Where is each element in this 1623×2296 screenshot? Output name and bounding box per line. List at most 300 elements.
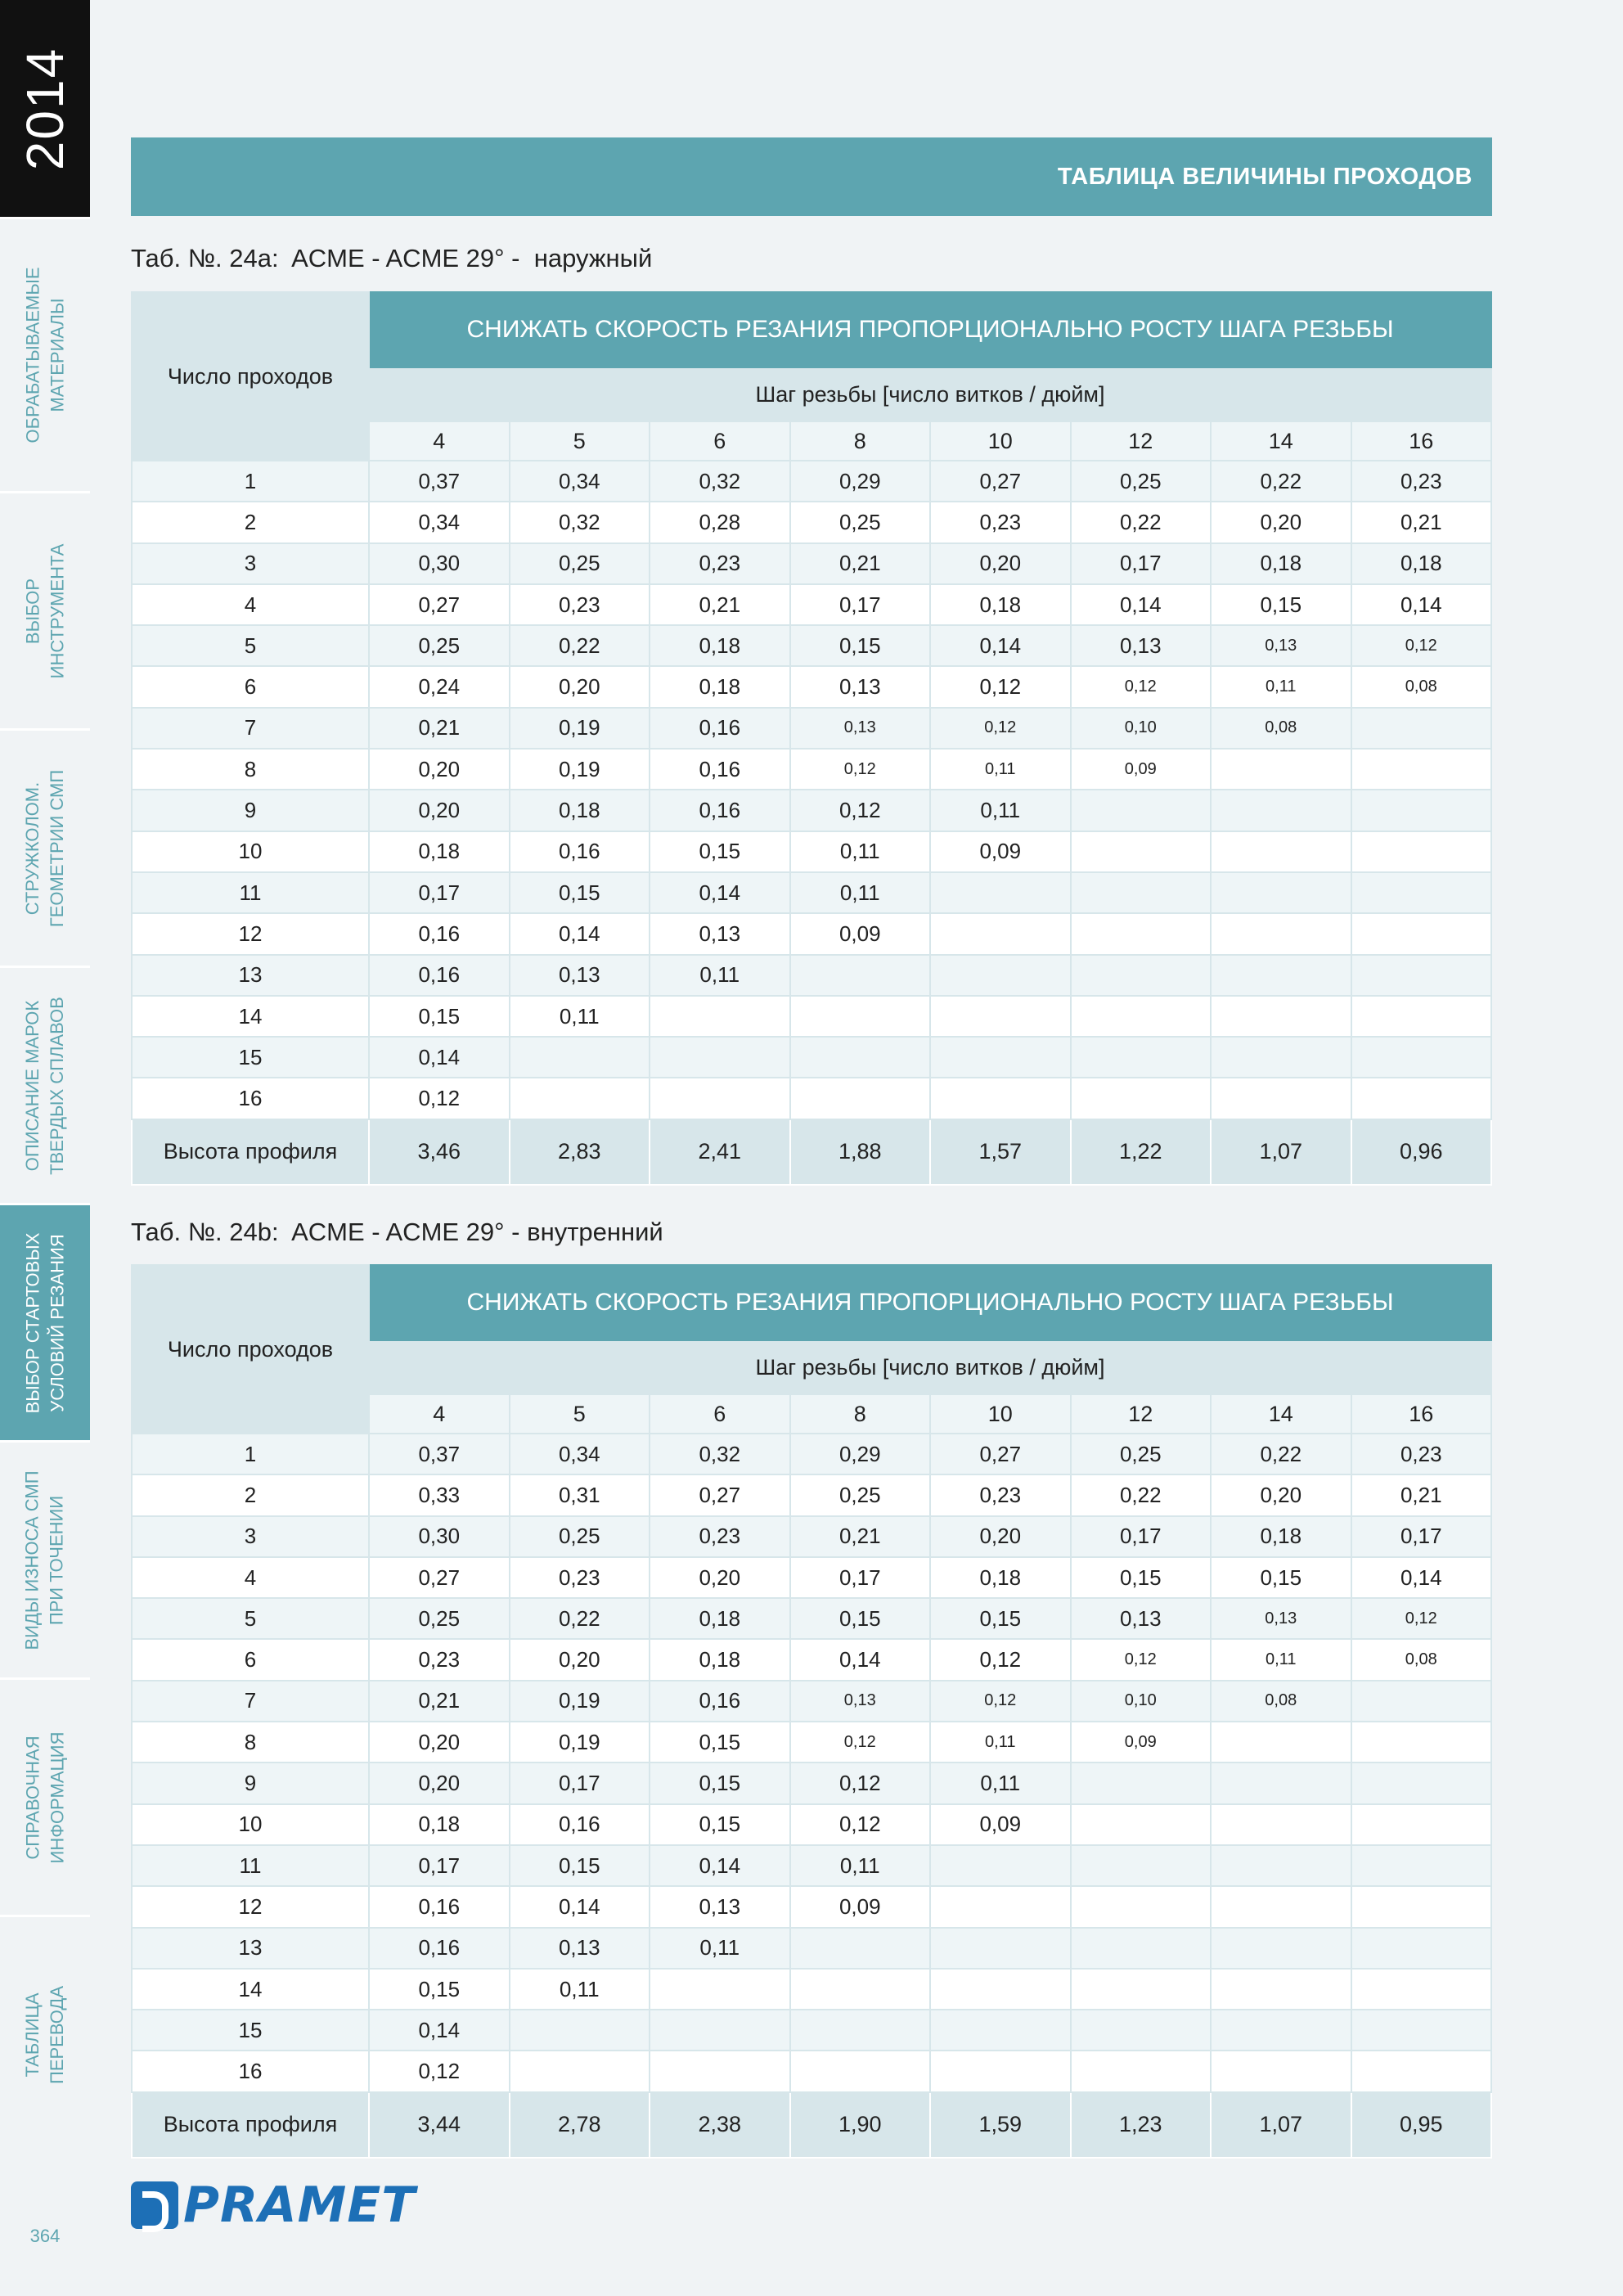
profile-height-cell: 0,95: [1351, 2092, 1492, 2158]
column-header: 14: [1211, 421, 1351, 461]
table-row: [132, 1969, 1491, 2010]
pass-number: 16: [132, 2051, 369, 2091]
table-cell: 0,13: [790, 1681, 931, 1722]
table-cell: 0,12: [369, 1078, 510, 1119]
table-banner: СНИЖАТЬ СКОРОСТЬ РЕЗАНИЯ ПРОПОРЦИОНАЛЬНО РОСТУ ШАГА РЕЗЬБЫ: [369, 292, 1491, 367]
table-cell: 0,37: [369, 461, 510, 502]
table-cell: 0,21: [1351, 502, 1492, 542]
pass-number: 5: [132, 625, 369, 666]
table-cell: [790, 1928, 931, 1969]
table-caption-24a: Таб. №. 24a: ACME - ACME 29° - наружный: [131, 244, 653, 272]
table-cell: [650, 1969, 790, 2010]
table-cell: 0,23: [1351, 461, 1492, 502]
column-header: 16: [1351, 1394, 1492, 1434]
table-cell: 0,12: [1071, 666, 1212, 707]
table-cell: [1071, 1078, 1212, 1119]
table-cell: 0,18: [930, 584, 1071, 625]
table-row: [132, 1516, 1491, 1557]
table-row: [132, 1434, 1491, 1474]
table-row: [132, 1928, 1491, 1969]
table-cell: 0,17: [369, 872, 510, 913]
table-cell: 0,22: [1071, 1474, 1212, 1515]
sidebar-tab-4[interactable]: [0, 966, 90, 1203]
table-cell: 0,15: [650, 831, 790, 872]
profile-height-cell: 1,07: [1211, 2092, 1351, 2158]
table-cell: 0,14: [510, 1886, 650, 1927]
table-cell: [1211, 955, 1351, 996]
table-cell: 0,29: [790, 1434, 931, 1474]
table-cell: 0,09: [790, 913, 931, 954]
table-row: [132, 2051, 1491, 2091]
table-cell: 0,12: [1351, 625, 1492, 666]
table-cell: 0,20: [650, 1557, 790, 1598]
sidebar-tab-5[interactable]: [0, 1203, 90, 1440]
table-cell: 0,21: [1351, 1474, 1492, 1515]
pass-number: 16: [132, 1078, 369, 1119]
table-cell: [510, 2010, 650, 2051]
table-cell: [1071, 1804, 1212, 1845]
pass-number: 9: [132, 790, 369, 831]
profile-height-cell: 2,83: [510, 1119, 650, 1185]
row-label-header: Число проходов: [132, 292, 369, 461]
table-cell: 0,12: [790, 749, 931, 790]
table-cell: 0,23: [650, 1516, 790, 1557]
pass-number: 12: [132, 913, 369, 954]
table-cell: [930, 1928, 1071, 1969]
table-row: [132, 502, 1491, 542]
table-cell: [930, 913, 1071, 954]
table-cell: 0,20: [1211, 1474, 1351, 1515]
pass-number: 2: [132, 502, 369, 542]
profile-height-cell: 3,46: [369, 1119, 510, 1185]
column-header: 4: [369, 1394, 510, 1434]
pass-number: 6: [132, 666, 369, 707]
table-banner: СНИЖАТЬ СКОРОСТЬ РЕЗАНИЯ ПРОПОРЦИОНАЛЬНО РОСТУ ШАГА РЕЗЬБЫ: [369, 1265, 1491, 1340]
table-cell: 0,14: [930, 625, 1071, 666]
table-cell: 0,15: [1211, 584, 1351, 625]
table-cell: 0,12: [1071, 1639, 1212, 1680]
table-cell: [1071, 1845, 1212, 1886]
table-cell: 0,18: [510, 790, 650, 831]
table-cell: 0,17: [369, 1845, 510, 1886]
table-cell: [1351, 1969, 1492, 2010]
table-cell: 0,13: [650, 913, 790, 954]
table-cell: [1211, 1928, 1351, 1969]
table-cell: 0,23: [930, 502, 1071, 542]
table-cell: [930, 1078, 1071, 1119]
sidebar-tab-label: ВИДЫ ИЗНОСА СМП ПРИ ТОЧЕНИИ: [22, 1470, 68, 1650]
profile-height-cell: 1,57: [930, 1119, 1071, 1185]
table-cell: 0,20: [1211, 502, 1351, 542]
sidebar-tab-2[interactable]: [0, 491, 90, 728]
table-cell: [930, 1845, 1071, 1886]
column-header: 12: [1071, 1394, 1212, 1434]
pass-number: 8: [132, 1722, 369, 1763]
table-cell: [1071, 872, 1212, 913]
column-header: 4: [369, 421, 510, 461]
table-cell: [1351, 1078, 1492, 1119]
table-cell: [1211, 1722, 1351, 1763]
table-cell: 0,23: [1351, 1434, 1492, 1474]
table-cell: 0,12: [790, 790, 931, 831]
table-cell: 0,20: [369, 1722, 510, 1763]
profile-height-cell: 2,38: [650, 2092, 790, 2158]
table-cell: 0,32: [650, 461, 790, 502]
table-cell: 0,11: [510, 1969, 650, 2010]
table-cell: 0,16: [650, 749, 790, 790]
table-cell: [650, 996, 790, 1037]
pass-number: 1: [132, 461, 369, 502]
table-cell: 0,18: [369, 831, 510, 872]
pass-number: 7: [132, 1681, 369, 1722]
table-cell: 0,27: [930, 1434, 1071, 1474]
table-cell: [1211, 790, 1351, 831]
table-cell: 0,16: [650, 790, 790, 831]
profile-height-cell: 0,96: [1351, 1119, 1492, 1185]
table-row: [132, 461, 1491, 502]
profile-height-cell: 1,07: [1211, 1119, 1351, 1185]
sidebar: [0, 0, 90, 2296]
pass-number: 6: [132, 1639, 369, 1680]
table-cell: 0,12: [930, 1681, 1071, 1722]
table-cell: 0,15: [1211, 1557, 1351, 1598]
table-cell: 0,23: [510, 584, 650, 625]
table-cell: 0,19: [510, 749, 650, 790]
table-cell: [1351, 913, 1492, 954]
table-cell: [790, 1078, 931, 1119]
table-cell: 0,25: [790, 1474, 931, 1515]
pass-number: 2: [132, 1474, 369, 1515]
table-cell: 0,16: [510, 831, 650, 872]
table-cell: 0,18: [650, 1598, 790, 1639]
profile-height-cell: 1,88: [790, 1119, 931, 1185]
table-cell: 0,20: [930, 543, 1071, 584]
table-row: [132, 1557, 1491, 1598]
pass-number: 4: [132, 584, 369, 625]
table-cell: 0,11: [1211, 666, 1351, 707]
sidebar-tab-3[interactable]: [0, 728, 90, 966]
table-cell: [1351, 749, 1492, 790]
pass-number: 14: [132, 996, 369, 1037]
table-cell: 0,20: [510, 666, 650, 707]
table-cell: 0,11: [1211, 1639, 1351, 1680]
table-cell: [1211, 1804, 1351, 1845]
profile-height-cell: 2,78: [510, 2092, 650, 2158]
table-cell: 0,20: [369, 790, 510, 831]
table-subheader: Шаг резьбы [число витков / дюйм]: [369, 1340, 1491, 1394]
table-cell: 0,22: [510, 1598, 650, 1639]
column-header: 5: [510, 421, 650, 461]
table-cell: 0,20: [369, 1763, 510, 1803]
table-cell: [1211, 1886, 1351, 1927]
table-cell: [930, 2010, 1071, 2051]
table-cell: 0,11: [650, 955, 790, 996]
table-cell: [1071, 955, 1212, 996]
table-cell: 0,09: [1071, 749, 1212, 790]
table-cell: 0,33: [369, 1474, 510, 1515]
table-cell: 0,15: [1071, 1557, 1212, 1598]
row-label-header: Число проходов: [132, 1265, 369, 1434]
table-cell: 0,32: [650, 1434, 790, 1474]
table-cell: 0,12: [790, 1722, 931, 1763]
table-row: [132, 1639, 1491, 1680]
table-cell: 0,13: [510, 1928, 650, 1969]
column-header: 10: [930, 1394, 1071, 1434]
pass-number: 1: [132, 1434, 369, 1474]
table-cell: [1211, 831, 1351, 872]
sidebar-tab-6[interactable]: [0, 1440, 90, 1677]
table-cell: 0,09: [930, 831, 1071, 872]
table-cell: 0,29: [790, 461, 931, 502]
table-cell: 0,11: [510, 996, 650, 1037]
table-cell: 0,15: [930, 1598, 1071, 1639]
pass-number: 13: [132, 955, 369, 996]
pass-number: 3: [132, 1516, 369, 1557]
table-cell: [1351, 1886, 1492, 1927]
table-body: [132, 461, 1491, 1119]
table-cell: [1351, 790, 1492, 831]
pass-number: 9: [132, 1763, 369, 1803]
table-cell: [650, 1078, 790, 1119]
table-cell: [1071, 913, 1212, 954]
table-cell: 0,08: [1211, 708, 1351, 749]
table-cell: 0,11: [930, 749, 1071, 790]
sidebar-tab-label: ОБРАБАТЫВАЕМЫЕ МАТЕРИАЛЫ: [22, 267, 68, 443]
table-cell: 0,27: [930, 461, 1071, 502]
table-row: [132, 708, 1491, 749]
table-cell: [1211, 1078, 1351, 1119]
sidebar-tab-label: ОПИСАНИЕ МАРОК ТВЕРДЫХ СПЛАВОВ: [22, 996, 68, 1175]
table-cell: 0,13: [510, 955, 650, 996]
table-row: [132, 666, 1491, 707]
footer-label: Высота профиля: [132, 2092, 369, 2158]
table-cell: 0,11: [650, 1928, 790, 1969]
table-cell: [510, 1078, 650, 1119]
table-cell: 0,22: [1071, 502, 1212, 542]
table-cell: 0,17: [510, 1763, 650, 1803]
table-cell: 0,10: [1071, 1681, 1212, 1722]
table-body: [132, 1434, 1491, 2092]
table-cell: 0,28: [650, 502, 790, 542]
table-cell: 0,09: [790, 1886, 931, 1927]
table-cell: 0,12: [930, 666, 1071, 707]
column-header: 6: [650, 421, 790, 461]
table-cell: 0,25: [1071, 461, 1212, 502]
table-cell: 0,09: [1071, 1722, 1212, 1763]
pass-number: 5: [132, 1598, 369, 1639]
table-cell: 0,20: [930, 1516, 1071, 1557]
table-cell: [930, 2051, 1071, 2091]
table-cell: 0,27: [369, 584, 510, 625]
table-cell: 0,17: [790, 584, 931, 625]
table-cell: 0,34: [510, 461, 650, 502]
table-cell: 0,16: [650, 1681, 790, 1722]
table-cell: 0,11: [790, 831, 931, 872]
table-cell: 0,15: [650, 1722, 790, 1763]
column-header: 8: [790, 1394, 931, 1434]
table-row: [132, 872, 1491, 913]
table-cell: 0,13: [1071, 625, 1212, 666]
table-cell: [930, 872, 1071, 913]
table-cell: [1071, 790, 1212, 831]
table-cell: [1351, 1037, 1492, 1078]
table-row: [132, 1722, 1491, 1763]
table-cell: 0,21: [369, 708, 510, 749]
table-cell: 0,25: [369, 625, 510, 666]
table-cell: 0,18: [1211, 543, 1351, 584]
table-cell: [790, 2051, 931, 2091]
column-header: 12: [1071, 421, 1212, 461]
table-cell: 0,24: [369, 666, 510, 707]
table-cell: [1071, 2010, 1212, 2051]
table-cell: 0,11: [790, 872, 931, 913]
table-cell: 0,34: [369, 502, 510, 542]
table-cell: 0,16: [369, 1928, 510, 1969]
table-cell: 0,15: [650, 1804, 790, 1845]
table-cell: [1211, 872, 1351, 913]
table-cell: 0,16: [369, 913, 510, 954]
table-cell: [650, 2051, 790, 2091]
year-block: [0, 0, 90, 217]
table-cell: 0,14: [650, 872, 790, 913]
passes-table-24a: [131, 291, 1492, 1186]
table-cell: [1351, 1845, 1492, 1886]
table-cell: 0,14: [1351, 584, 1492, 625]
table-cell: 0,16: [650, 708, 790, 749]
table-cell: 0,27: [650, 1474, 790, 1515]
pramet-logo: [131, 2177, 416, 2234]
table-cell: 0,10: [1071, 708, 1212, 749]
pass-number: 10: [132, 831, 369, 872]
table-cell: 0,14: [369, 2010, 510, 2051]
table-cell: [1071, 1886, 1212, 1927]
pass-number: 15: [132, 1037, 369, 1078]
table-cell: 0,32: [510, 502, 650, 542]
table-cell: 0,15: [510, 872, 650, 913]
table-cell: 0,11: [930, 1722, 1071, 1763]
table-cell: 0,15: [369, 996, 510, 1037]
table-cell: 0,08: [1211, 1681, 1351, 1722]
table-cell: 0,18: [650, 1639, 790, 1680]
table-cell: 0,08: [1351, 1639, 1492, 1680]
table-cell: 0,17: [1351, 1516, 1492, 1557]
sidebar-tab-1[interactable]: [0, 217, 90, 491]
table-cell: [1211, 1969, 1351, 2010]
sidebar-tab-8[interactable]: [0, 1915, 90, 2152]
table-cell: [1071, 1037, 1212, 1078]
table-cell: [1211, 1037, 1351, 1078]
table-cell: 0,21: [369, 1681, 510, 1722]
table-cell: [1071, 1763, 1212, 1803]
table-cell: 0,15: [510, 1845, 650, 1886]
profile-height-row: [132, 2092, 1491, 2158]
sidebar-tab-label: ТАБЛИЦА ПЕРЕВОДА: [22, 1985, 68, 2084]
table-cell: 0,11: [930, 1763, 1071, 1803]
pass-number: 15: [132, 2010, 369, 2051]
table-cell: 0,21: [790, 543, 931, 584]
table-cell: 0,23: [510, 1557, 650, 1598]
table-cell: 0,20: [510, 1639, 650, 1680]
table-cell: [1351, 1928, 1492, 1969]
table-cell: 0,14: [1071, 584, 1212, 625]
profile-height-cell: 1,23: [1071, 2092, 1212, 2158]
table-cell: 0,18: [1351, 543, 1492, 584]
table-cell: [1211, 913, 1351, 954]
table-cell: 0,14: [650, 1845, 790, 1886]
table-cell: 0,12: [790, 1763, 931, 1803]
profile-height-cell: 1,90: [790, 2092, 931, 2158]
table-cell: 0,18: [930, 1557, 1071, 1598]
pass-number: 10: [132, 1804, 369, 1845]
pass-number: 13: [132, 1928, 369, 1969]
table-cell: [930, 955, 1071, 996]
pass-number: 3: [132, 543, 369, 584]
table-cell: 0,15: [650, 1763, 790, 1803]
pass-number: 7: [132, 708, 369, 749]
table-row: [132, 1763, 1491, 1803]
table-cell: 0,22: [1211, 1434, 1351, 1474]
table-cell: 0,15: [790, 1598, 931, 1639]
table-cell: 0,34: [510, 1434, 650, 1474]
table-cell: 0,16: [510, 1804, 650, 1845]
table-cell: [1351, 872, 1492, 913]
pass-number: 4: [132, 1557, 369, 1598]
table-subheader: Шаг резьбы [число витков / дюйм]: [369, 367, 1491, 421]
table-cell: 0,18: [1211, 1516, 1351, 1557]
table-cell: [1071, 1969, 1212, 2010]
column-header: 6: [650, 1394, 790, 1434]
table-cell: 0,13: [1211, 1598, 1351, 1639]
table-cell: 0,12: [930, 708, 1071, 749]
profile-height-cell: 2,41: [650, 1119, 790, 1185]
table-cell: 0,14: [790, 1639, 931, 1680]
footer-label: Высота профиля: [132, 1119, 369, 1185]
sidebar-tab-label: ВЫБОР ИНСТРУМЕНТА: [22, 543, 68, 678]
table-cell: 0,15: [369, 1969, 510, 2010]
column-header: 10: [930, 421, 1071, 461]
table-cell: [1071, 996, 1212, 1037]
table-cell: [790, 996, 931, 1037]
table-cell: [1071, 1928, 1212, 1969]
passes-table-24b: [131, 1264, 1492, 2159]
table-row: [132, 790, 1491, 831]
table-cell: 0,12: [930, 1639, 1071, 1680]
column-header: 5: [510, 1394, 650, 1434]
table-row: [132, 955, 1491, 996]
table-row: [132, 996, 1491, 1037]
table-row: [132, 831, 1491, 872]
sidebar-tab-label: СПРАВОЧНАЯ ИНФОРМАЦИЯ: [22, 1731, 68, 1863]
table-cell: [1071, 2051, 1212, 2091]
table-cell: [1211, 2010, 1351, 2051]
table-row: [132, 1886, 1491, 1927]
table-cell: [1211, 1763, 1351, 1803]
table-row: [132, 543, 1491, 584]
table-cell: 0,08: [1351, 666, 1492, 707]
table-cell: 0,14: [1351, 1557, 1492, 1598]
table-cell: 0,13: [650, 1886, 790, 1927]
table-row: [132, 584, 1491, 625]
table-cell: 0,25: [510, 1516, 650, 1557]
table-cell: [1351, 2051, 1492, 2091]
table-cell: 0,13: [790, 708, 931, 749]
table-caption-24b: Таб. №. 24b: ACME - ACME 29° - внутренний: [131, 1218, 663, 1246]
column-header: 16: [1351, 421, 1492, 461]
pass-number: 11: [132, 1845, 369, 1886]
table-cell: 0,16: [369, 1886, 510, 1927]
sidebar-tab-7[interactable]: [0, 1677, 90, 1915]
table-cell: 0,22: [510, 625, 650, 666]
